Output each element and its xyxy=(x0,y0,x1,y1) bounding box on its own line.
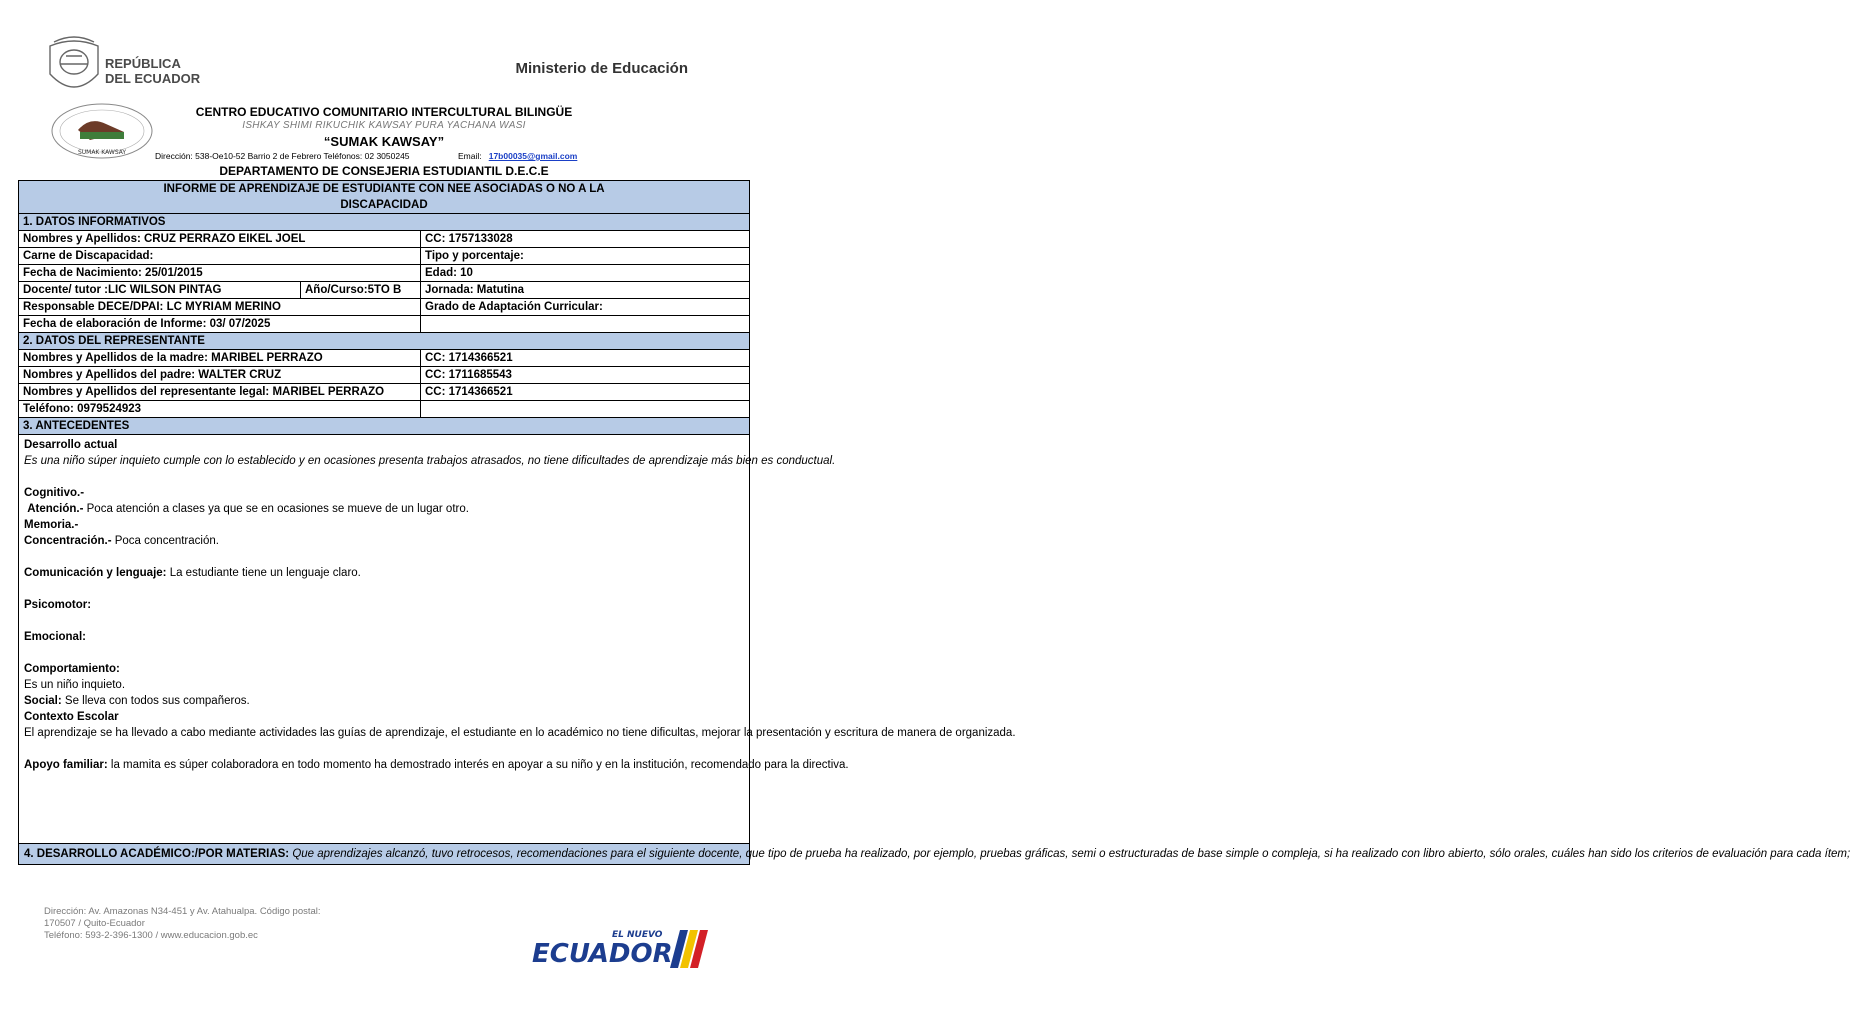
birth-date: Fecha de Nacimiento: 25/01/2015 xyxy=(19,265,421,282)
student-id: CC: 1757133028 xyxy=(421,231,750,248)
dece-responsible: Responsable DECE/DPAI: LC MYRIAM MERINO xyxy=(19,299,421,316)
email-link[interactable]: 17b00035@gmail.com xyxy=(488,151,578,161)
antecedents-content: Desarrollo actual Es una niño súper inquieto cumple con lo establecido y en ocasiones presenta trabajos atrasados, no tiene dificultades de aprendizaje más bien es conductual. Cognitivo.- Atención.- Poca atención a clases ya que se en ocasiones se mueve de un lugar otro. Memoria.- Concentración.- Poca concentración. Comunicación y lenguaje: La estudiante tiene un lenguaje claro. Psicomotor: Emocional: Comportamiento: Es un niño inquieto. Social: Se lleva con todos sus compañeros. Contexto Escolar El aprendizaje se ha llevado a cabo mediante actividades las guías de aprendizaje, el estudiante en lo académico no tiene dificultas, mejorar la presentación y escritura de manera de organizada. Apoyo familiar: la mamita es súper colaboradora en todo momento ha demostrado interés en apoyar a su niño y en la institución, recomendado para la directiva. xyxy=(19,435,750,844)
mother-id: CC: 1714366521 xyxy=(421,350,750,367)
mother-name: Nombres y Apellidos de la madre: MARIBEL PERRAZO xyxy=(19,350,421,367)
kichwa-subtitle: ISHKAY SHIMI RIKUCHIK KAWSAY PURA YACHANA WASI xyxy=(242,120,526,131)
school-name: “SUMAK KAWSAY” xyxy=(323,134,445,149)
father-name: Nombres y Apellidos del padre: WALTER CRUZ xyxy=(19,367,421,384)
footer-address: Dirección: Av. Amazonas N34-451 y Av. Atahualpa. Código postal: 170507 / Quito-Ecuador Teléfono: 593-2-396-1300 / www.educacion.gob.ec xyxy=(44,906,321,941)
report-date: Fecha de elaboración de Informe: 03/ 07/2025 xyxy=(19,316,421,333)
report-title: INFORME DE APRENDIZAJE DE ESTUDIANTE CON NEE ASOCIADAS O NO A LA DISCAPACIDAD xyxy=(19,181,750,214)
section-1-header: 1. DATOS INFORMATIVOS xyxy=(19,214,750,231)
center-title: CENTRO EDUCATIVO COMUNITARIO INTERCULTURAL BILINGÜE xyxy=(195,105,573,119)
svg-text:SUMAK KAWSAY: SUMAK KAWSAY xyxy=(77,149,127,156)
disability-card: Carne de Discapacidad: xyxy=(19,248,421,265)
tutor: Docente/ tutor :LIC WILSON PINTAG xyxy=(19,282,301,299)
svg-text:EL NUEVO: EL NUEVO xyxy=(612,930,663,940)
government-name: REPÚBLICA DEL ECUADOR xyxy=(105,56,201,86)
course: Año/Curso:5TO B xyxy=(301,282,421,299)
curricular-adaptation: Grado de Adaptación Curricular: xyxy=(421,299,750,316)
ministry-name: Ministerio de Educación xyxy=(515,60,688,77)
legal-rep-id: CC: 1714366521 xyxy=(421,384,750,401)
section-3-header: 3. ANTECEDENTES xyxy=(19,418,750,435)
report-form xyxy=(18,180,1850,865)
shift: Jornada: Matutina xyxy=(421,282,750,299)
student-name: Nombres y Apellidos: CRUZ PERRAZO EIKEL JOEL xyxy=(19,231,421,248)
el-nuevo-ecuador-logo xyxy=(530,924,720,972)
legal-rep-name: Nombres y Apellidos del representante legal: MARIBEL PERRAZO xyxy=(19,384,421,401)
age: Edad: 10 xyxy=(421,265,750,282)
section-4-content: 4. DESARROLLO ACADÉMICO:/POR MATERIAS: Que aprendizajes alcanzó, tuvo retrocesos, recomendaciones para el siguiente docente, que tipo de prueba ha realizado, por ejemplo, pruebas gráficas, semi o estructuradas de base simple o compleja, si ha realizado con libro abierto, sólo orales, cuáles han sido los criterios de evaluación para cada ítem; xyxy=(19,844,750,865)
school-address: Dirección: 538-Oe10-52 Barrio 2 de Febrero Teléfonos: 02 3050245 xyxy=(155,151,410,161)
empty-cell xyxy=(421,401,750,418)
empty-cell xyxy=(421,316,750,333)
disability-type: Tipo y porcentaje: xyxy=(421,248,750,265)
svg-text:ECUADOR: ECUADOR xyxy=(532,939,673,969)
department-title: DEPARTAMENTO DE CONSEJERIA ESTUDIANTIL D.E.C.E xyxy=(219,164,549,178)
section-2-header: 2. DATOS DEL REPRESENTANTE xyxy=(19,333,750,350)
father-id: CC: 1711685543 xyxy=(421,367,750,384)
school-email: Email: 17b00035@gmail.com xyxy=(458,151,578,161)
phone: Teléfono: 0979524923 xyxy=(19,401,421,418)
